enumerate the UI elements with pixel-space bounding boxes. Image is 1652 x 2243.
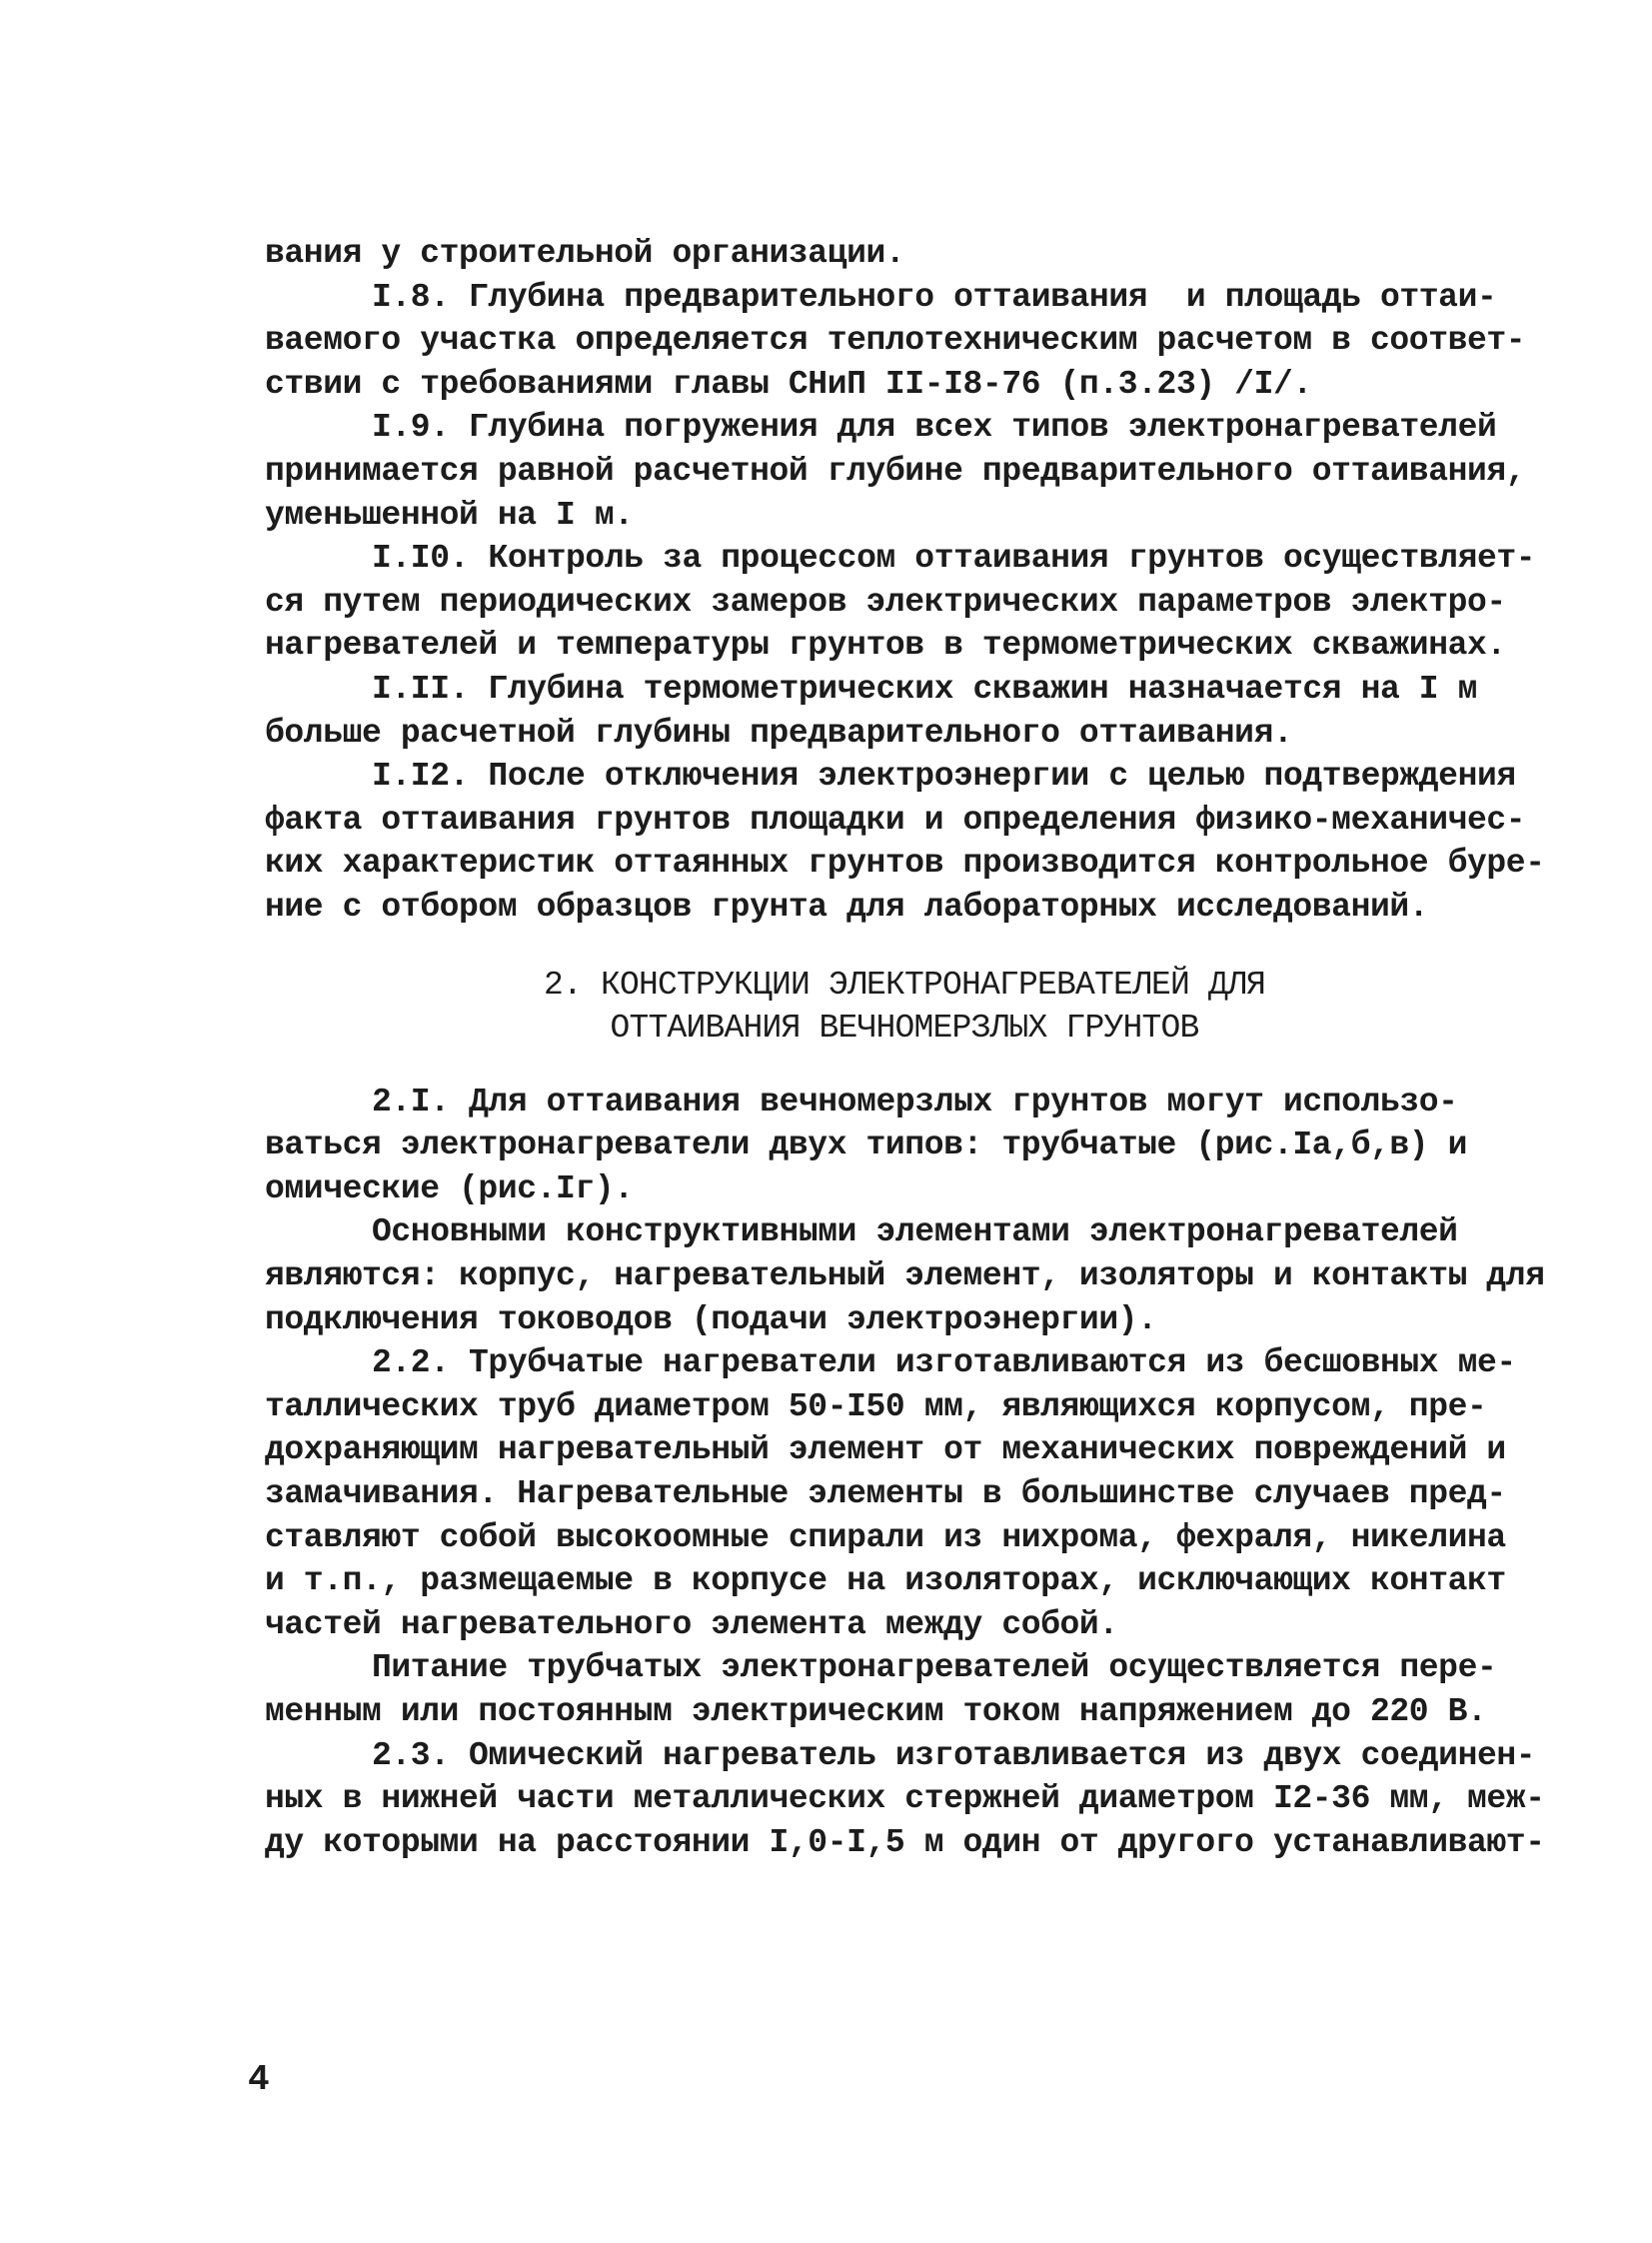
text-line: замачивания. Нагревательные элементы в большинстве случаев пред- [265,1475,1506,1513]
paragraph-power-first-line: Питание трубчатых электронагревателей осуществляется пере- [372,1649,1497,1687]
text-line: дохраняющим нагревательный элемент от механических повреждений и [265,1431,1506,1469]
text-line: ставляют собой высокоомные спирали из нихрома, фехраля, никелина [265,1518,1506,1556]
text-line: менным или постоянным электрическим током напряжением до 220 В. [265,1693,1487,1730]
text-line: ваться электронагреватели двух типов: трубчатые (рис.Iа,б,в) и [265,1126,1468,1164]
text-line: ствии с требованиями главы СНиП II-I8-76 (п.3.23) /I/. [265,365,1312,403]
text-line: ваемого участка определяется теплотехническим расчетом в соответ- [265,322,1526,360]
text-line: ние с отбором образцов грунта для лабораторных исследований. [265,888,1429,926]
text-line: омические (рис.Iг). [265,1169,634,1207]
paragraph-2-1-first-line: 2.I. Для оттаивания вечномерзлых грунтов могут использо- [372,1083,1458,1121]
paragraph-1-8-first-line: I.8. Глубина предварительного оттаивания и площадь оттаи- [372,278,1497,316]
paragraph-1-11-first-line: I.II. Глубина термометрических скважин назначается на I м [372,670,1477,708]
text-line: ких характеристик оттаянных грунтов производится контрольное буре- [265,845,1545,883]
paragraph-1-9-first-line: I.9. Глубина погружения для всех типов электронагревателей [372,409,1497,447]
paragraph-2-2-first-line: 2.2. Трубчатые нагреватели изготавливаются из бесшовных ме- [372,1344,1516,1382]
text-line: принимается равной расчетной глубине предварительного оттаивания, [265,452,1526,490]
paragraph-2-3-first-line: 2.3. Омический нагреватель изготавливается из двух соединен- [372,1736,1536,1774]
document-body [265,232,1545,1864]
paragraph-1-12-first-line: I.I2. После отключения электроэнергии с целью подтверждения [372,758,1516,796]
section-spacer [265,1051,1464,1081]
text-line: вания у строительной организации. [265,235,905,272]
paragraph-elements-first-line: Основными конструктивными элементами электронагревателей [372,1213,1458,1251]
text-line: и т.п., размещаемые в корпусе на изоляторах, исключающих контакт [265,1562,1506,1600]
text-line: больше расчетной глубины предварительного оттаивания. [265,714,1293,752]
paragraph-1-10-first-line: I.I0. Контроль за процессом оттаивания грунтов осуществляет- [372,540,1536,578]
text-line: являются: корпус, нагревательный элемент, изоляторы и контакты для [265,1257,1545,1295]
text-line: ных в нижней части металлических стержней диаметром I2-36 мм, меж- [265,1780,1545,1818]
text-line: ся путем периодических замеров электрических параметров электро- [265,583,1506,621]
text-line: факта оттаивания грунтов площадки и определения физико-механичес- [265,801,1526,839]
section-spacer [265,930,1464,964]
text-line: подключения тоководов (подачи электроэнергии). [265,1300,1157,1338]
text-line: нагревателей и температуры грунтов в термометрических скважинах. [265,627,1506,665]
text-line: таллических труб диаметром 50-I50 мм, являющихся корпусом, пре- [265,1387,1487,1425]
page-number: 4 [248,2059,270,2100]
text-line: уменьшенной на I м. [265,496,634,534]
text-line: ду которыми на расстоянии I,0-I,5 м один от другого устанавливают- [265,1823,1545,1861]
section-heading-line-1: 2. КОНСТРУКЦИИ ЭЛЕКТРОНАГРЕВАТЕЛЕЙ ДЛЯ [543,966,1266,1004]
text-line: частей нагревательного элемента между собой. [265,1605,1118,1643]
section-heading-line-2: ОТТАИВАНИЯ ВЕЧНОМЕРЗЛЫХ ГРУНТОВ [610,1010,1199,1048]
